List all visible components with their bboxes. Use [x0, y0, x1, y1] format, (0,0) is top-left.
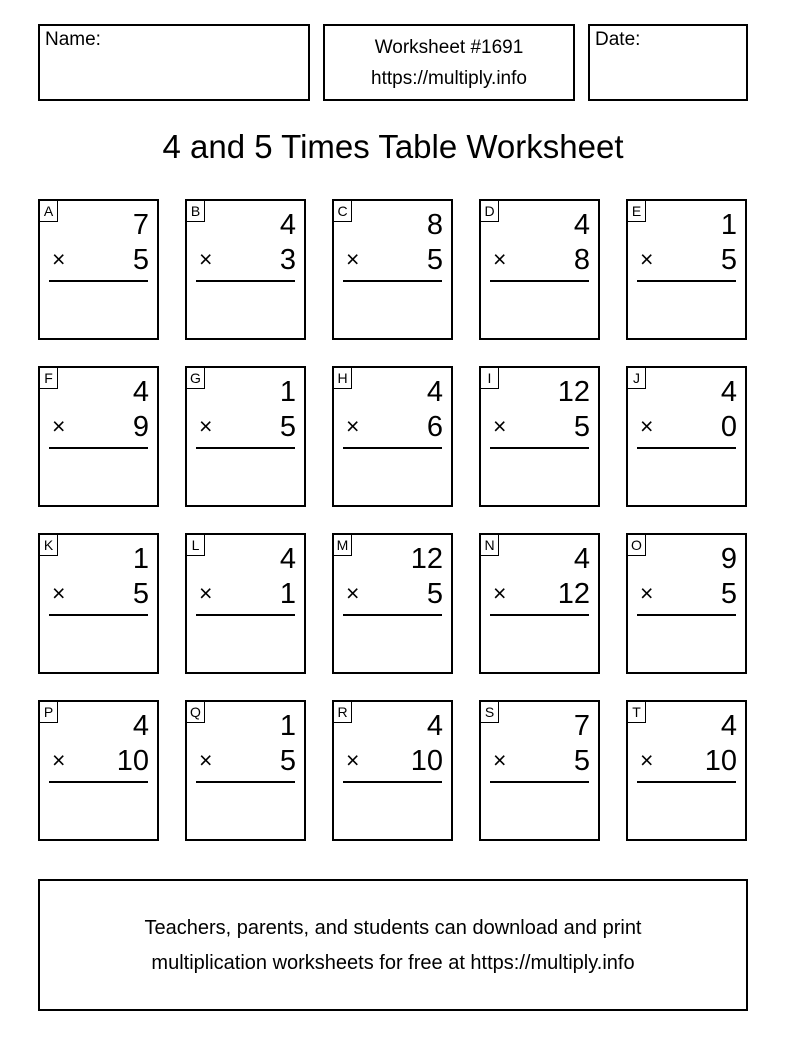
problem-multiplicand: 1 — [279, 376, 296, 408]
problem-card — [332, 533, 453, 674]
answer-rule — [49, 447, 148, 449]
problem-letter: I — [481, 368, 499, 389]
problem-letter: F — [40, 368, 58, 389]
problem-multiplicand: 7 — [132, 209, 149, 241]
problem-card — [626, 533, 747, 674]
problem-multiplicand: 12 — [557, 376, 590, 408]
times-sign: × — [199, 246, 213, 272]
answer-rule — [196, 781, 295, 783]
problem-letter: T — [628, 702, 646, 723]
problem-card — [479, 533, 600, 674]
name-field-box — [38, 24, 310, 101]
problem-letter: N — [481, 535, 499, 556]
problem-letter: S — [481, 702, 499, 723]
worksheet-info-box — [323, 24, 575, 101]
problem-multiplicand: 4 — [573, 543, 590, 575]
answer-rule — [343, 781, 442, 783]
problem-card — [38, 366, 159, 507]
problem-letter: B — [187, 201, 205, 222]
answer-rule — [196, 614, 295, 616]
answer-rule — [49, 280, 148, 282]
problem-letter: M — [334, 535, 352, 556]
date-field-box — [588, 24, 748, 101]
problem-multiplier: 10 — [704, 745, 737, 777]
problem-multiplier: 5 — [426, 578, 443, 610]
problem-multiplicand: 7 — [573, 710, 590, 742]
problem-multiplier: 10 — [116, 745, 149, 777]
answer-rule — [637, 781, 736, 783]
problem-multiplicand: 8 — [426, 209, 443, 241]
problem-multiplicand: 4 — [279, 543, 296, 575]
problem-card — [626, 199, 747, 340]
times-sign: × — [493, 580, 507, 606]
answer-rule — [637, 447, 736, 449]
problem-multiplier: 12 — [557, 578, 590, 610]
times-sign: × — [346, 747, 360, 773]
problem-multiplier: 8 — [573, 244, 590, 276]
times-sign: × — [52, 747, 66, 773]
times-sign: × — [52, 246, 66, 272]
problem-letter: G — [187, 368, 205, 389]
times-sign: × — [346, 246, 360, 272]
problem-multiplier: 6 — [426, 411, 443, 443]
problem-multiplicand: 4 — [279, 209, 296, 241]
answer-rule — [196, 447, 295, 449]
problem-letter: E — [628, 201, 646, 222]
times-sign: × — [199, 413, 213, 439]
times-sign: × — [493, 413, 507, 439]
problem-letter: C — [334, 201, 352, 222]
problem-card — [332, 366, 453, 507]
problem-card — [332, 199, 453, 340]
problem-multiplier: 3 — [279, 244, 296, 276]
problem-multiplier: 5 — [426, 244, 443, 276]
problem-multiplicand: 4 — [720, 710, 737, 742]
footer-box — [38, 879, 748, 1011]
times-sign: × — [346, 413, 360, 439]
problem-multiplier: 5 — [720, 244, 737, 276]
problem-multiplier: 5 — [720, 578, 737, 610]
date-label: Date: — [595, 29, 641, 50]
problem-letter: L — [187, 535, 205, 556]
problem-card — [479, 199, 600, 340]
times-sign: × — [52, 413, 66, 439]
problem-card — [626, 700, 747, 841]
problem-card — [185, 700, 306, 841]
problem-multiplicand: 9 — [720, 543, 737, 575]
problem-multiplier: 1 — [279, 578, 296, 610]
problem-multiplier: 5 — [279, 745, 296, 777]
answer-rule — [343, 614, 442, 616]
problem-multiplicand: 4 — [720, 376, 737, 408]
footer-line-1: Teachers, parents, and students can download and print — [144, 917, 642, 939]
times-sign: × — [640, 580, 654, 606]
problem-letter: H — [334, 368, 352, 389]
answer-rule — [490, 614, 589, 616]
problem-letter: Q — [187, 702, 205, 723]
worksheet-number: Worksheet #1691 — [374, 37, 524, 58]
problem-card — [38, 533, 159, 674]
times-sign: × — [640, 246, 654, 272]
worksheet-url: https://multiply.info — [371, 68, 527, 89]
problem-letter: P — [40, 702, 58, 723]
times-sign: × — [199, 747, 213, 773]
answer-rule — [49, 614, 148, 616]
times-sign: × — [52, 580, 66, 606]
answer-rule — [343, 447, 442, 449]
problem-multiplier: 5 — [132, 244, 149, 276]
times-sign: × — [640, 747, 654, 773]
problem-letter: A — [40, 201, 58, 222]
answer-rule — [343, 280, 442, 282]
problem-multiplicand: 4 — [573, 209, 590, 241]
answer-rule — [490, 447, 589, 449]
answer-rule — [196, 280, 295, 282]
problem-multiplier: 5 — [573, 745, 590, 777]
problem-card — [332, 700, 453, 841]
times-sign: × — [199, 580, 213, 606]
times-sign: × — [346, 580, 360, 606]
answer-rule — [490, 781, 589, 783]
problem-multiplicand: 4 — [426, 376, 443, 408]
problem-card — [479, 700, 600, 841]
times-sign: × — [493, 747, 507, 773]
problem-card — [626, 366, 747, 507]
problem-letter: D — [481, 201, 499, 222]
problem-card — [185, 366, 306, 507]
problem-card — [185, 533, 306, 674]
problem-multiplicand: 4 — [426, 710, 443, 742]
answer-rule — [49, 781, 148, 783]
problem-multiplier: 5 — [279, 411, 296, 443]
times-sign: × — [493, 246, 507, 272]
answer-rule — [637, 280, 736, 282]
problem-letter: R — [334, 702, 352, 723]
problem-multiplicand: 4 — [132, 710, 149, 742]
name-label: Name: — [45, 29, 101, 50]
times-sign: × — [640, 413, 654, 439]
problem-multiplier: 9 — [132, 411, 149, 443]
problem-card — [479, 366, 600, 507]
problem-multiplicand: 1 — [279, 710, 296, 742]
problem-multiplier: 5 — [132, 578, 149, 610]
problem-multiplicand: 1 — [132, 543, 149, 575]
problem-card — [38, 700, 159, 841]
problem-letter: K — [40, 535, 58, 556]
problem-letter: O — [628, 535, 646, 556]
problem-multiplicand: 1 — [720, 209, 737, 241]
problem-multiplier: 0 — [720, 411, 737, 443]
answer-rule — [637, 614, 736, 616]
problem-multiplier: 10 — [410, 745, 443, 777]
page-title: 4 and 5 Times Table Worksheet — [162, 128, 624, 165]
footer-line-2: multiplication worksheets for free at https://multiply.info — [151, 952, 635, 974]
problem-multiplicand: 4 — [132, 376, 149, 408]
answer-rule — [490, 280, 589, 282]
problem-multiplicand: 12 — [410, 543, 443, 575]
problem-multiplier: 5 — [573, 411, 590, 443]
problem-card — [38, 199, 159, 340]
problem-letter: J — [628, 368, 646, 389]
problem-card — [185, 199, 306, 340]
